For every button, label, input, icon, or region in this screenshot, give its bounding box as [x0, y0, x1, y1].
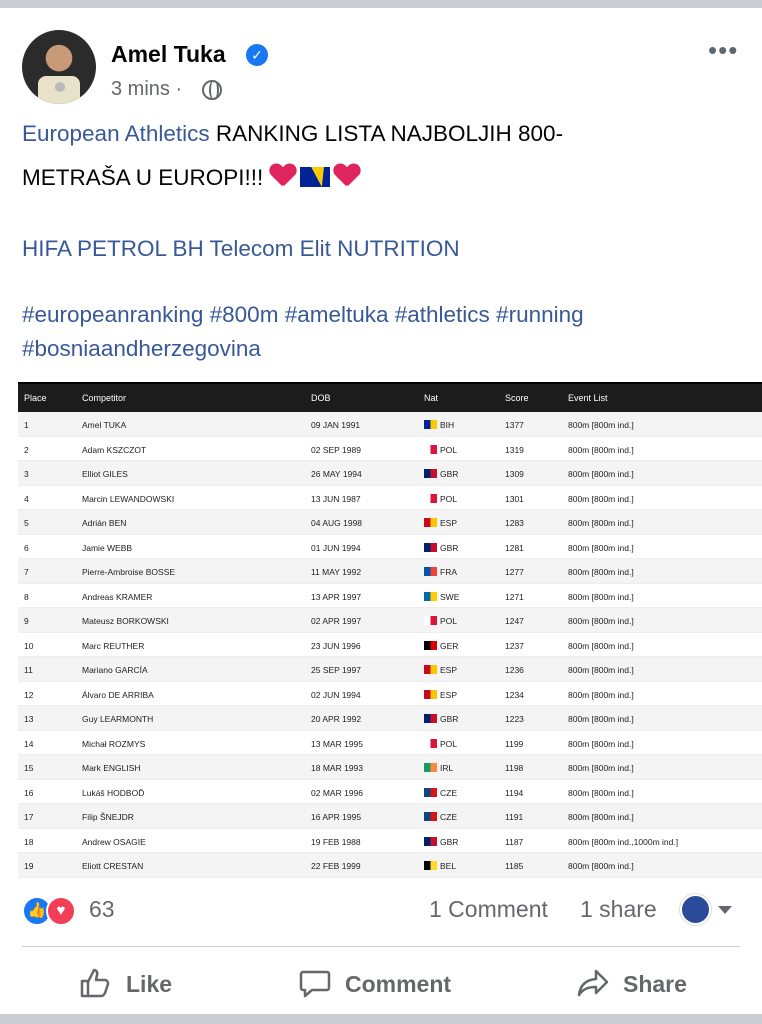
- cell-event-list: 800m [800m ind.]: [568, 787, 634, 798]
- public-globe-icon: [202, 80, 222, 100]
- author-avatar[interactable]: [22, 30, 96, 104]
- cell-competitor: Pierre-Ambroise BOSSE: [82, 567, 176, 577]
- cell-competitor: Mark ENGLISH: [82, 763, 141, 773]
- table-row: [18, 559, 762, 584]
- nat-code: CZE: [440, 812, 457, 822]
- cell-place: 9: [24, 616, 29, 626]
- cell-event-list: 800m [800m ind.]: [568, 714, 634, 724]
- nat-code: CZE: [440, 787, 457, 798]
- share-count[interactable]: 1 share: [580, 896, 657, 922]
- cell-competitor: Guy LEARMONTH: [82, 714, 154, 724]
- author-name[interactable]: Amel Tuka: [111, 41, 226, 67]
- nat-code: ESP: [440, 665, 458, 675]
- comment-label: Comment: [345, 971, 452, 997]
- hashtags-line-1[interactable]: #europeanranking #800m #ameltuka #athletics #running: [22, 302, 584, 327]
- cell-nat: [424, 494, 457, 504]
- cell-score: 1281: [505, 542, 524, 553]
- table-row: [18, 584, 762, 609]
- cell-nat: [424, 665, 457, 675]
- cell-event-list: 800m [800m ind.]: [568, 518, 634, 528]
- table-row: [18, 706, 762, 731]
- cell-nat: [424, 739, 457, 749]
- cell-competitor: Andreas KRAMER: [82, 591, 153, 602]
- cell-event-list: 800m [800m ind.]: [568, 763, 634, 773]
- post-text-ranking: RANKING LISTA NAJBOLJIH 800-: [209, 121, 564, 146]
- divider: [22, 946, 740, 947]
- cell-nat: [424, 518, 457, 528]
- cell-score: 1199: [505, 738, 524, 749]
- header-place: Place: [24, 393, 47, 403]
- table-body: [18, 412, 762, 878]
- cell-nat: [424, 837, 458, 847]
- country-flag-icon: [424, 543, 437, 552]
- table-row: [18, 461, 762, 486]
- cell-competitor: Marcin LEWANDOWSKI: [82, 493, 175, 504]
- cell-nat: [424, 616, 457, 626]
- table-row: [18, 535, 762, 560]
- cell-dob: 19 FEB 1988: [311, 836, 361, 847]
- cell-competitor: Michał ROZMYS: [82, 738, 146, 749]
- cell-score: 1301: [505, 493, 524, 504]
- country-flag-icon: [424, 420, 437, 429]
- cell-place: 10: [24, 640, 34, 651]
- cell-place: 18: [24, 836, 34, 847]
- cell-competitor: Elliot GILES: [82, 469, 128, 479]
- like-button[interactable]: [78, 966, 188, 1002]
- cell-place: 12: [24, 689, 34, 700]
- cell-competitor: Mariano GARCÍA: [82, 665, 148, 675]
- cell-competitor: Amel TUKA: [82, 420, 127, 430]
- post-text-metrasa: METRAŠA U EUROPI!!!: [22, 165, 270, 190]
- cell-score: 1191: [505, 812, 524, 822]
- cell-nat: [424, 812, 457, 822]
- table-row: [18, 412, 762, 437]
- nat-code: SWE: [440, 591, 460, 602]
- cell-score: 1237: [505, 640, 524, 651]
- cell-nat: [424, 567, 457, 577]
- cell-dob: 02 APR 1997: [311, 616, 362, 626]
- cell-score: 1377: [505, 420, 524, 430]
- cell-place: 4: [24, 493, 29, 504]
- cell-competitor: Álvaro DE ARRIBA: [82, 689, 154, 700]
- table-row: [18, 633, 762, 658]
- country-flag-icon: [424, 518, 437, 527]
- cell-place: 13: [24, 714, 34, 724]
- nat-code: GBR: [440, 714, 459, 724]
- cell-place: 14: [24, 738, 34, 749]
- cell-nat: [424, 861, 456, 871]
- comment-count[interactable]: 1 Comment: [429, 896, 548, 922]
- table-row: [18, 804, 762, 829]
- cell-competitor: Marc REUTHER: [82, 640, 145, 651]
- cell-nat: [424, 445, 457, 455]
- cell-nat: [424, 543, 458, 553]
- cell-event-list: 800m [800m ind.]: [568, 591, 634, 602]
- cell-score: 1319: [505, 444, 524, 455]
- cell-event-list: 800m [800m ind.]: [568, 738, 634, 749]
- red-heart-icon: [270, 164, 296, 188]
- cell-event-list: 800m [800m ind.]: [568, 542, 634, 553]
- cell-dob: 09 JAN 1991: [311, 420, 361, 430]
- table-row: [18, 682, 762, 707]
- cell-competitor: Eliott CRESTAN: [82, 861, 144, 871]
- cell-place: 16: [24, 787, 34, 798]
- country-flag-icon: [424, 469, 437, 478]
- header-nat: Nat: [424, 393, 439, 403]
- cell-event-list: 800m [800m ind.]: [568, 493, 634, 504]
- verified-badge-icon: ✓: [246, 44, 268, 66]
- table-row: [18, 853, 762, 878]
- reactions-icons[interactable]: [22, 896, 82, 926]
- avatar-medal: [55, 82, 65, 92]
- nat-code: BIH: [440, 420, 455, 430]
- cell-score: 1247: [505, 616, 524, 626]
- country-flag-icon: [424, 812, 437, 821]
- cell-dob: 20 APR 1992: [311, 714, 362, 724]
- cell-place: 2: [24, 444, 29, 455]
- cell-place: 15: [24, 763, 34, 773]
- cell-dob: 22 FEB 1999: [311, 861, 361, 871]
- country-flag-icon: [424, 837, 437, 846]
- cell-place: 8: [24, 591, 29, 602]
- cell-nat: [424, 788, 457, 798]
- cell-event-list: 800m [800m ind.]: [568, 812, 634, 822]
- cell-event-list: 800m [800m ind.]: [568, 640, 634, 651]
- cell-competitor: Jamie WEBB: [82, 542, 133, 553]
- cell-event-list: 800m [800m ind.,1000m ind.]: [568, 836, 679, 847]
- cell-place: 5: [24, 518, 29, 528]
- cell-score: 1277: [505, 567, 524, 577]
- cell-nat: [424, 641, 458, 651]
- nat-code: GBR: [440, 542, 459, 553]
- country-flag-icon: [424, 494, 437, 503]
- table-row: [18, 755, 762, 780]
- cell-score: 1309: [505, 469, 524, 479]
- hashtags-line-2[interactable]: #bosniaandherzegovina: [22, 336, 261, 361]
- cell-dob: 02 JUN 1994: [311, 689, 361, 700]
- country-flag-icon: [424, 739, 437, 748]
- nat-code: POL: [440, 444, 458, 455]
- red-heart-icon: [334, 164, 360, 188]
- cell-dob: 16 APR 1995: [311, 812, 362, 822]
- country-flag-icon: [424, 616, 437, 625]
- table-row: [18, 657, 762, 682]
- nat-code: POL: [440, 493, 458, 504]
- cell-event-list: 800m [800m ind.]: [568, 469, 634, 479]
- like-reaction-icon: 👍: [22, 896, 52, 926]
- cell-score: 1187: [505, 836, 524, 847]
- cell-score: 1194: [505, 787, 524, 798]
- love-reaction-icon: ♥: [46, 896, 76, 926]
- cell-competitor: Filip ŠNEJDR: [82, 812, 134, 822]
- cell-dob: 23 JUN 1996: [311, 640, 361, 651]
- nat-code: POL: [440, 738, 458, 749]
- header-competitor: Competitor: [82, 393, 127, 403]
- cell-place: 19: [24, 861, 34, 871]
- nat-code: ESP: [440, 518, 458, 528]
- cell-competitor: Adrián BEN: [82, 518, 127, 528]
- cell-place: 17: [24, 812, 34, 822]
- cell-event-list: 800m [800m ind.]: [568, 420, 634, 430]
- cell-dob: 01 JUN 1994: [311, 542, 361, 553]
- cell-score: 1198: [505, 763, 524, 773]
- table-row: [18, 780, 762, 805]
- chevron-down-icon[interactable]: [718, 906, 732, 914]
- reaction-count[interactable]: 63: [89, 896, 115, 922]
- cell-score: 1271: [505, 591, 524, 602]
- cell-nat: [424, 763, 453, 773]
- cell-dob: 11 MAY 1992: [311, 567, 362, 577]
- country-flag-icon: [424, 445, 437, 454]
- thumbs-up-icon: [78, 966, 112, 1000]
- cell-score: 1283: [505, 518, 524, 528]
- cell-competitor: Andrew OSAGIE: [82, 836, 146, 847]
- share-arrow-icon: [576, 966, 610, 1000]
- cell-dob: 13 APR 1997: [311, 591, 362, 602]
- european-athletics-link[interactable]: European Athletics: [22, 121, 210, 146]
- cell-place: 3: [24, 469, 29, 479]
- country-flag-icon: [424, 592, 437, 601]
- cell-score: 1234: [505, 689, 524, 700]
- cell-nat: [424, 690, 457, 700]
- cell-dob: 18 MAR 1993: [311, 763, 363, 773]
- nat-code: ESP: [440, 689, 458, 700]
- cell-competitor: Adam KSZCZOT: [82, 444, 147, 455]
- cell-dob: 02 MAR 1996: [311, 787, 363, 798]
- country-flag-icon: [424, 690, 437, 699]
- ranking-table-image[interactable]: [18, 382, 762, 870]
- cell-score: 1236: [505, 665, 524, 675]
- cell-score: 1185: [505, 861, 524, 871]
- post-timestamp[interactable]: 3 mins ·: [111, 78, 183, 100]
- cell-place: 11: [24, 665, 33, 675]
- country-flag-icon: [424, 714, 437, 723]
- cell-competitor: Mateusz BORKOWSKI: [82, 616, 169, 626]
- country-flag-icon: [424, 763, 437, 772]
- sponsor-tags[interactable]: HIFA PETROL BH Telecom Elit NUTRITION: [22, 236, 460, 261]
- cell-nat: [424, 469, 458, 479]
- table-row: [18, 437, 762, 462]
- post-text-line-2: [22, 161, 360, 195]
- header-event-list: Event List: [568, 393, 608, 403]
- country-flag-icon: [424, 641, 437, 650]
- cell-dob: 02 SEP 1989: [311, 444, 361, 455]
- nat-code: GBR: [440, 469, 459, 479]
- cell-dob: 25 SEP 1997: [311, 665, 361, 675]
- nat-code: GER: [440, 640, 459, 651]
- cell-event-list: 800m [800m ind.]: [568, 616, 634, 626]
- share-button[interactable]: [576, 966, 706, 1002]
- table-row: [18, 510, 762, 535]
- cell-event-list: 800m [800m ind.]: [568, 689, 634, 700]
- post-text-line-1: [22, 117, 563, 151]
- cell-nat: [424, 592, 459, 602]
- cell-place: 6: [24, 542, 29, 553]
- comment-button[interactable]: [298, 966, 478, 1002]
- cell-nat: [424, 420, 454, 430]
- country-flag-icon: [424, 567, 437, 576]
- cell-event-list: 800m [800m ind.]: [568, 861, 634, 871]
- nat-code: POL: [440, 616, 458, 626]
- cell-place: 7: [24, 567, 29, 577]
- comment-bubble-icon: [298, 966, 332, 1000]
- nat-code: GBR: [440, 836, 459, 847]
- country-flag-icon: [424, 861, 437, 870]
- nat-code: IRL: [440, 763, 454, 773]
- share-label: Share: [623, 971, 687, 997]
- cell-event-list: 800m [800m ind.]: [568, 665, 634, 675]
- cell-score: 1223: [505, 714, 524, 724]
- table-row: [18, 731, 762, 756]
- table-header: [18, 384, 762, 412]
- cell-dob: 04 AUG 1998: [311, 518, 363, 528]
- table-row: [18, 486, 762, 511]
- post-card: [0, 8, 762, 1014]
- cell-competitor: Lukáš HODBOĎ: [82, 787, 145, 798]
- like-label: Like: [126, 971, 173, 997]
- cell-dob: 13 JUN 1987: [311, 493, 361, 504]
- table-row: [18, 829, 762, 854]
- cell-event-list: 800m [800m ind.]: [568, 567, 634, 577]
- more-options-icon[interactable]: •••: [708, 35, 739, 65]
- country-flag-icon: [424, 788, 437, 797]
- bosnia-flag-icon: [300, 167, 330, 187]
- cell-dob: 13 MAR 1995: [311, 738, 363, 749]
- cell-event-list: 800m [800m ind.]: [568, 444, 634, 455]
- country-flag-icon: [424, 665, 437, 674]
- nat-code: BEL: [440, 861, 457, 871]
- header-dob: DOB: [311, 393, 331, 403]
- cell-dob: 26 MAY 1994: [311, 469, 362, 479]
- cell-place: 1: [24, 420, 29, 430]
- cell-nat: [424, 714, 458, 724]
- reactor-avatar[interactable]: [680, 894, 711, 925]
- nat-code: FRA: [440, 567, 457, 577]
- header-score: Score: [505, 393, 529, 403]
- table-row: [18, 608, 762, 633]
